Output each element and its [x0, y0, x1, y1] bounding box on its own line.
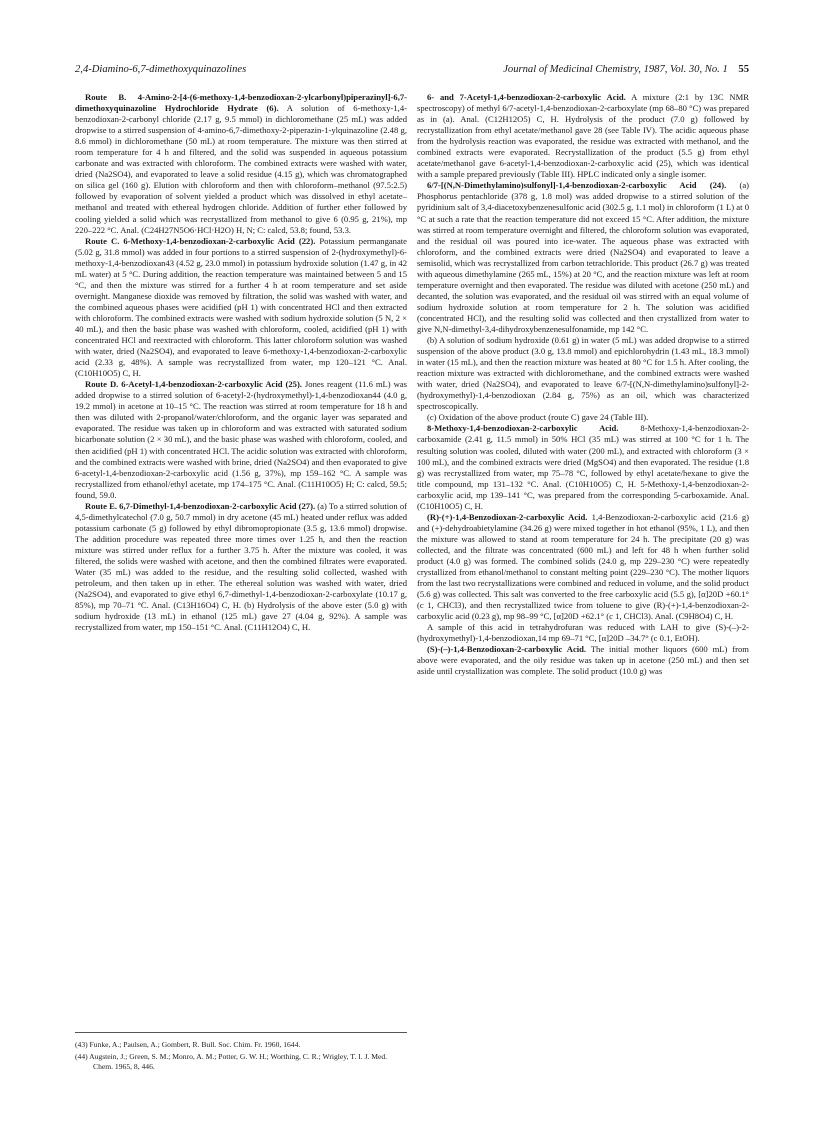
- right-column: [417, 92, 749, 677]
- paragraph: [417, 92, 749, 180]
- footnotes: [75, 1040, 407, 1074]
- paragraph-text: A solution of 6-methoxy-1,4-benzodioxan-2-carbonyl chloride (2.17 g, 9.5 mmol) in dichloromethane (25 mL) was added dropwise to a stirred suspension of 4-amino-6,7-dimethoxy-2-piperazin-1-ylquinazoline (2.48 g, 8.6 mmol) in dichloromethane (50 mL) at room temperature. The mixture was then stirred at room temperature for 4 h and filtered, and the solid was suspended in aqueous potassium carbonate and was extracted with chloroform. The combined extracts were washed with water, dried (Na2SO4), and evaporated to leave a solid residue (4.15 g), which was chromatographed on silica gel (160 g). Elution with chloroform and then with chloroform–methanol (97.5:2.5) followed by evaporation of solvent yielded a product which was dissolved in ethyl acetate–methanol and treated with ethereal hydrogen chloride. Addition of further ether followed by cooling yielded a solid which was recrystallized from methanol to give 6 (0.95 g, 21%), mp 220–222 °C. Anal. (C24H27N5O6·HCl·H2O) H, N; C: calcd, 53.8; found, 53.3.: [75, 103, 407, 235]
- paragraph: [417, 335, 749, 412]
- header-left-title: 2,4-Diamino-6,7-dimethoxyquinazolines: [75, 64, 247, 75]
- paragraph-text: Jones reagent (11.6 mL) was added dropwise to a stirred solution of 6-acetyl-2-(hydroxymethyl)-1,4-benzodioxan44 (4.0 g, 19.2 mmol) in acetone at 10–15 °C. The reaction was stirred at room temperature for 18 h and then was diluted with 2-propanol/water/chloroform, and the organic layer was separated and evaporated. The residue was taken up in chloroform and was extracted with saturated sodium bicarbonate solution (2 × 30 mL), and the basic phase was washed with chloroform, cooled, and then acidified (pH 1) with concentrated HCl. The acidic solution was extracted with chloroform, and the combined extracts were washed with brine, dried (Na2SO4) and then evaporated to give 6-acetyl-1,4-benzodioxan-2-carboxylic acid (1.56 g, 37%), mp 159–162 °C. A sample was recrystallized from ethanol/ethyl acetate, mp 174–175 °C. Anal. (C11H10O5) H; C: calcd, 59.5; found, 59.0.: [75, 379, 407, 500]
- footnote: (44) Augstein, J.; Green, S. M.; Monro, A. M.; Potter, G. W. H.; Worthing, C. R.; Wrigley, T. I. J. Med. Chem. 1965, 8, 446.: [75, 1052, 388, 1071]
- paragraph: [417, 622, 749, 644]
- paragraph: [75, 236, 407, 380]
- paragraph-heading: 8-Methoxy-1,4-benzodioxan-2-carboxylic Acid.: [427, 423, 619, 434]
- footnote-divider: [75, 1032, 407, 1033]
- paragraph-text: (a) Phosphorus pentachloride (378 g, 1.8 mol) was added dropwise to a stirred solution of the pyridinium salt of 3,4-diacetoxybenzenesulfonic acid (302.5 g, 1.1 mol) in chloroform (1 L) at 0 °C at such a rate that the reaction temperature did not exceed 15 °C. After addition, the mixture was stirred at room temperature overnight and filtered, the chloroform solution was evaporated, and the residual oil was poured into ice-water. The aqueous phase was extracted with chloroform, and the combined extracts were dried (Na2SO4) and evaporated to leave a semisolid, which was recrystallized from carbon tetrachloride. This product (26.7 g) was treated with aqueous dimethylamine (265 mL, 15%) at 20 °C, and the reaction mixture was left at room temperature overnight and then evaporated. The residue was diluted with acetone (250 mL) and decanted, the solution was evaporated, and the residual oil was stirred with an equal volume of sodium hydroxide solution at room temperature for 2 h. The solution was acidified (concentrated HCl), and the resulting solid was collected and then crystallized from water to give N,N-dimethyl-3,4-dihydroxybenzenesulfonamide, mp 142 °C.: [417, 180, 749, 334]
- paragraph-heading: Route B. 4-Amino-2-[4-(6-methoxy-1,4-benzodioxan-2-ylcarbonyl)piperazinyl]-6,7-dimethoxyquinazoline Hydrochloride Hydrate (6).: [75, 92, 407, 114]
- paragraph-text: (a) To a stirred solution of 4,5-dimethylcatechol (7.0 g, 50.7 mmol) in dry acetone (45 mL) heated under reflux was added potassium carbonate (5 g) followed by ethyl dibromopropionate (3.5 g, 13.6 mmol) dropwise. The addition procedure was repeated three more times over 1.25 h, and then the reaction mixture was stirred under reflux for a further 3.75 h. After the mixture was cooled, it was filtered, the solids were washed with acetone, and then the combined filtrates were evaporated. Water (35 mL) was added to the residue, and the resulting solid collected, washed with petroleum, and then taken up in ether. The ethereal solution was washed with water, dried (Na2SO4), and evaporated to give ethyl 6,7-dimethyl-1,4-benzodioxan-2-carboxylate (10.17 g, 85%), mp 70–71 °C. Anal. (C13H16O4) C, H. (b) Hydrolysis of the above ester (5.0 g) with sodium hydroxide (13 mL) in ethanol (125 mL) gave 27 (4.04 g, 92%). A sample was recrystallized from water, mp 150–151 °C. Anal. (C11H12O4) C, H.: [75, 500, 407, 633]
- journal-name: Journal of Medicinal Chemistry, 1987, Vol. 30, No. 1: [503, 64, 728, 75]
- paragraph-heading: 6- and 7-Acetyl-1,4-benzodioxan-2-carboxylic Acid.: [427, 92, 626, 102]
- paragraph-heading: Route E. 6,7-Dimethyl-1,4-benzodioxan-2-carboxylic Acid (27).: [85, 500, 316, 511]
- paragraph: [417, 180, 749, 335]
- paragraph-text: 8-Methoxy-1,4-benzodioxan-2-carboxamide (2.41 g, 11.5 mmol) in 50% HCl (35 mL) was stirred at 100 °C for 1 h. The resulting solution was cooled, diluted with water (200 mL), and extracted with chloroform (3 × 100 mL), and the combined extracts were dried (MgSO4) and then evaporated. The residue (1.8 g) was recrystallized from water, mp 75–78 °C, followed by ethyl acetate/hexane to give the title compound, mp 131–132 °C. Anal. (C10H10O5) C, H. 5-Methoxy-1,4-benzodioxan-2-carboxylic acid, mp 139–141 °C, was prepared from the corresponding 5-carboxamide. Anal. (C10H10O5) C, H.: [417, 423, 750, 511]
- paragraph-text: A sample of this acid in tetrahydrofuran was reduced with LAH to give (S)-(–)-2-(hydroxymethyl)-1,4-benzodioxan,14 mp 69–71 °C, [α]20D –34.7° (c 0.1, EtOH).: [417, 622, 749, 644]
- paragraph-heading: Route C. 6-Methoxy-1,4-benzodioxan-2-carboxylic Acid (22).: [85, 235, 316, 246]
- paragraph-text: Potassium permanganate (5.02 g, 31.8 mmol) was added in four portions to a stirred suspension of 2-(hydroxymethyl)-6-methoxy-1,4-benzodioxan43 (4.52 g, 23.0 mmol) in potassium hydroxide solution (1.47 g, in 42 mL water) at 5 °C. During addition, the reaction temperature was maintained between 5 and 15 °C, and then the mixture was stirred for a further 4 h at room temperature and set aside overnight. Manganese dioxide was removed by filtration, the solid was washed with water, and the combined aqueous phases were acidified (pH 1) with concentrated HCl and then extracted with chloroform. The combined extracts were washed with sodium hydroxide solution (5 N, 2 × 40 mL), and then the basic phase was washed with chloroform, cooled, acidified (pH 1) with concentrated HCl and reextracted with chloroform. This latter chloroform solution was washed with water, dried (Na2SO4), and evaporated to leave 6-methoxy-1,4-benzodioxan-2-carboxylic acid (2.33 g, 48%). A sample was recrystallized from water, mp 120–121 °C. Anal. (C10H10O5) C, H.: [75, 235, 407, 379]
- paragraph: [417, 412, 749, 423]
- running-header: [75, 62, 749, 78]
- paragraph-text: 1,4-Benzodioxan-2-carboxylic acid (21.6 g) and (+)-dehydroabietylamine (34.26 g) were mixed together in hot ethanol (95%, 1 L), and then the mixture was allowed to stand at room temperature for 24 h. The precipitate (20 g) was collected, and the filtrate was concentrated (600 mL) and left for 48 h when further solid product (4.0 g) was formed. The combined solids (24.0 g, mp 229–230 °C) were repeatedly crystallized from ethanol/methanol to constant melting point (229–230 °C). The mother liquors from the last two recrystallizations were combined and reduced in volume, and the solid product (5.6 g) was collected. This salt was converted to the free carboxylic acid (5.5 g), [α]20D +60.1° (c 1, CHCl3), and then recrystallized twice from toluene to give (R)-(+)-1,4-benzodioxan-2-carboxylic acid (0.23 g), mp 98–99 °C, [α]20D +62.1° (c 1, CHCl3). Anal. (C9H8O4) C, H.: [417, 511, 749, 622]
- paragraph: [417, 512, 749, 622]
- paragraph-heading: Route D. 6-Acetyl-1,4-benzodioxan-2-carboxylic Acid (25).: [85, 379, 302, 390]
- paragraph-heading: (R)-(+)-1,4-Benzodioxan-2-carboxylic Acid.: [427, 511, 588, 522]
- footnote: (43) Funke, A.; Paulsen, A.; Gombert, R. Bull. Soc. Chim. Fr. 1960, 1644.: [75, 1040, 301, 1049]
- paragraph-text: (b) A solution of sodium hydroxide (0.61 g) in water (5 mL) was added dropwise to a stirred suspension of the above product (3.0 g, 13.8 mmol) and epichlorohydrin (1.43 mL, 18.3 mmol) in water (15 mL), and then the reaction mixture was heated at 80 °C for 1.5 h. After cooling, the reaction mixture was extracted with dichloromethane, and the combined extracts were washed with water, dried (Na2SO4), and evaporated to leave 6/7-[(N,N-dimethylamino)sulfonyl]-2-(hydroxymethyl)-1,4-benzodioxan (2.84 g, 75%) as an oil, which was characterized spectroscopically.: [417, 335, 749, 412]
- paragraph: [75, 379, 407, 501]
- left-column: [75, 92, 407, 633]
- paragraph-text: A mixture (2:1 by 13C NMR spectroscopy) of methyl 6/7-acetyl-1,4-benzodioxan-2-carboxylate (mp 68–80 °C) was prepared as in (a). Anal. (C12H12O5) C, H. Hydrolysis of the product (7.0 g) followed by recrystallization from ethyl acetate/methanol gave 28 (see Table IV). The acidic aqueous phase from the hydrolysis reaction was evaporated, the residue was extracted with methanol, and the combined extracts were evaporated. Recrystallization of the product (5.5 g) from ethyl acetate/methanol gave 6-acetyl-1,4-benzodioxan-2-carboxylic acid (25), which was identical with a sample prepared previously (Table III). HPLC indicated only a single isomer.: [417, 92, 749, 180]
- paragraph-heading: (S)-(–)-1,4-Benzodioxan-2-carboxylic Acid.: [427, 644, 587, 655]
- header-journal-citation: [503, 62, 749, 78]
- paragraph-text: (c) Oxidation of the above product (route C) gave 24 (Table III).: [427, 412, 649, 423]
- paragraph: [75, 92, 407, 236]
- paragraph: [417, 644, 749, 677]
- page-number: 55: [738, 64, 749, 75]
- paragraph: [75, 501, 407, 634]
- paragraph-text: The initial mother liquors (600 mL) from above were evaporated, and the oily residue was taken up in acetone (250 mL) and then set aside until crystallization was complete. The solid product (10.0 g) was: [417, 644, 749, 677]
- paragraph-heading: 6/7-[(N,N-Dimethylamino)sulfonyl]-1,4-benzodioxan-2-carboxylic Acid (24).: [427, 180, 727, 191]
- paragraph: [417, 423, 749, 511]
